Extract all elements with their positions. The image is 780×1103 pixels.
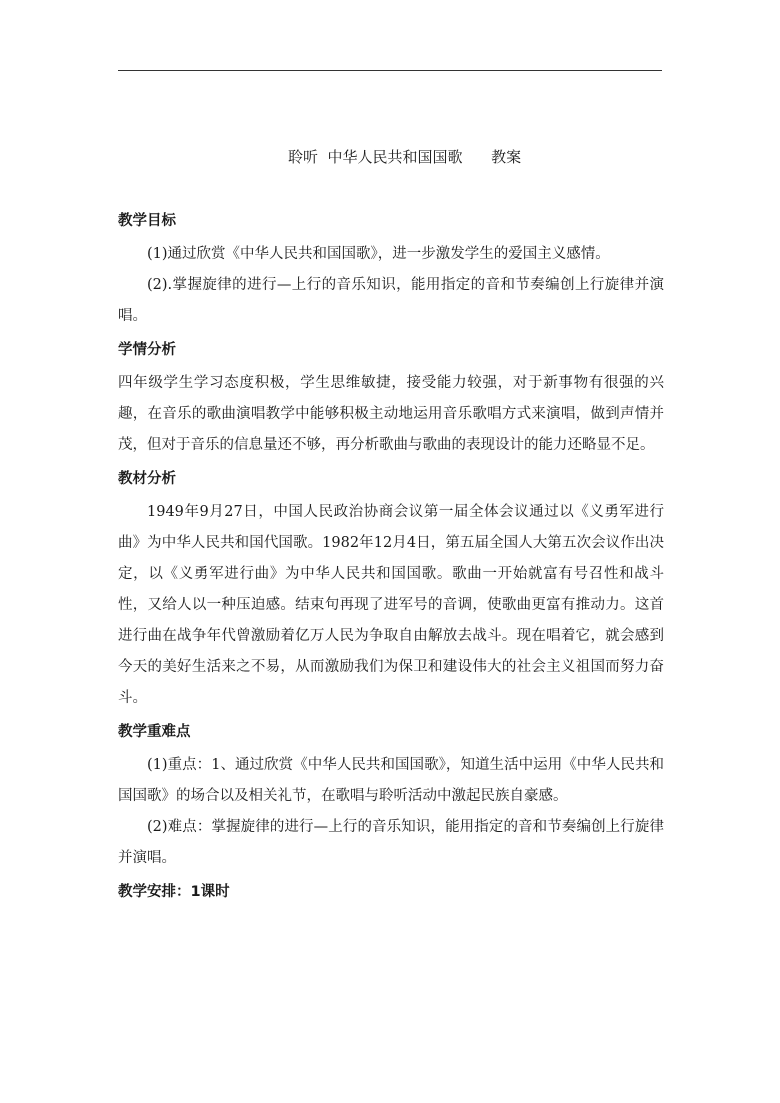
section-heading-keypoints: 教学重难点 [118, 724, 191, 740]
schedule-label: 教学安排： [118, 884, 191, 900]
schedule-line [118, 877, 664, 908]
section-heading-learners: 学情分析 [118, 342, 176, 358]
keypoint-item-1: (1)重点：1、通过欣赏《中华人民共和国国歌》，知道生活中运用《中华人民共和国国歌》的场合以及相关礼节，在歌唱与聆听活动中激起民族自豪感。 [118, 757, 664, 804]
section-heading-material: 教材分析 [118, 471, 176, 487]
document-body [118, 142, 664, 908]
learners-paragraph: 四年级学生学习态度积极，学生思维敏捷，接受能力较强，对于新事物有很强的兴趣，在音乐的歌曲演唱教学中能够积极主动地运用音乐歌唱方式来演唱，做到声情并茂，但对于音乐的信息量还不够，再分析歌曲与歌曲的表现设计的能力还略显不足。 [118, 375, 664, 453]
header-rule [118, 70, 662, 71]
goal-item-1: (1)通过欣赏《中华人民共和国国歌》，进一步激发学生的爱国主义感情。 [147, 246, 610, 262]
document-title: 聆听 中华人民共和国国歌 教案 [288, 148, 522, 166]
material-paragraph: 1949年9月27日，中国人民政治协商会议第一届全体会议通过以《义勇军进行曲》为中华人民共和国代国歌。1982年12月4日，第五届全国人大第五次会议作出决定，以《义勇军进行曲》为中华人民共和国国歌。歌曲一开始就富有号召性和战斗性，又给人以一种压迫感。结束句再现了进军号的音调，使歌曲更富有推动力。这首进行曲在战争年代曾激励着亿万人民为争取自由解放去战斗。现在唱着它，就会感到今天的美好生活来之不易，从而激励我们为保卫和建设伟大的社会主义祖国而努力奋斗。 [118, 504, 664, 706]
goal-item-2: (2).掌握旋律的进行—上行的音乐知识，能用指定的音和节奏编创上行旋律并演唱。 [118, 277, 664, 324]
section-heading-goals: 教学目标 [118, 213, 176, 229]
schedule-value: 1课时 [190, 884, 230, 900]
keypoint-item-2: (2)难点：掌握旋律的进行—上行的音乐知识，能用指定的音和节奏编创上行旋律并演唱。 [118, 819, 664, 866]
